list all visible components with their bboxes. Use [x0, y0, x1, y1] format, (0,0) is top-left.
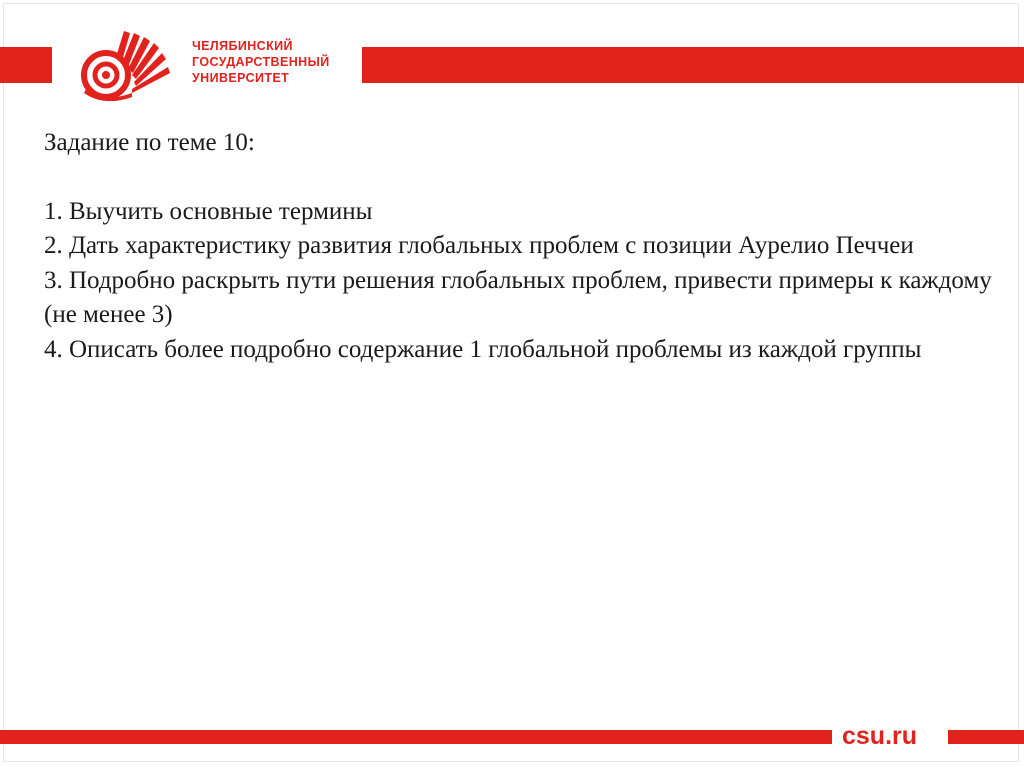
university-emblem-icon [76, 27, 184, 103]
university-name-line-3: УНИВЕРСИТЕТ [192, 71, 290, 85]
assignment-item: 1. Выучить основные термины [44, 197, 373, 225]
assignment-item: 2. Дать характеристику развития глобальных проблем с позиции Аурелио Печчеи [44, 232, 914, 259]
university-name-line-2: ГОСУДАРСТВЕННЫЙ [192, 55, 330, 69]
assignment-item: 4. Описать более подробно содержание 1 глобальной проблемы из каждой группы [44, 335, 922, 363]
header-bar-left [0, 47, 52, 83]
footer-site-link[interactable]: csu.ru [842, 722, 918, 750]
university-name-line-1: ЧЕЛЯБИНСКИЙ [192, 39, 293, 53]
assignment-item: 3. Подробно раскрыть пути решения глобальных проблем, привести примеры к каждому (не менее 3) [44, 266, 992, 328]
header-bar-right [362, 47, 1024, 83]
footer-bar-left [0, 730, 832, 744]
assignment-heading: Задание по теме 10: [44, 129, 255, 156]
university-name [192, 38, 330, 86]
assignment-content [44, 126, 1004, 367]
footer-bar-right [948, 730, 1024, 744]
slide-border [3, 3, 1019, 762]
